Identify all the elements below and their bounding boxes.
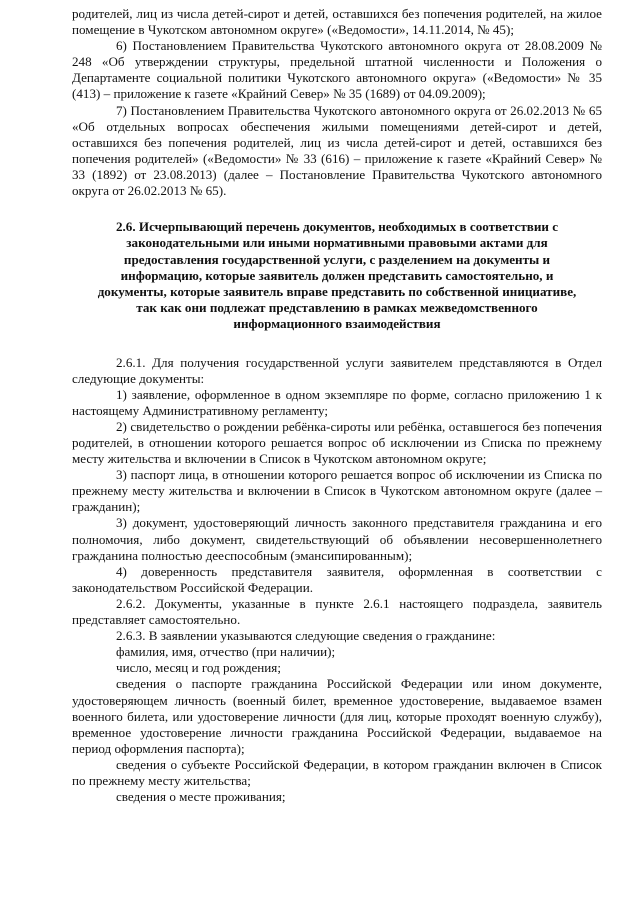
list-item: 2) свидетельство о рождении ребёнка-сироты или ребёнка, оставшегося без попечения родителей, в отношении которого решается вопрос об исключении из Списка по прежнему месту жительства и включении в Список в Чукотском автономном округе; — [72, 418, 602, 467]
heading-line: информацию, которые заявитель должен представить самостоятельно, и — [120, 267, 554, 283]
list-item: число, месяц и год рождения; — [116, 660, 281, 676]
heading-line: 2.6. Исчерпывающий перечень документов, необходимых в соответствии с — [115, 219, 559, 235]
heading-line: документы, которые заявитель вправе представить по собственной инициативе, — [97, 283, 577, 299]
top-paragraphs — [72, 6, 602, 199]
list-item: сведения о субъекте Российской Федерации, в котором гражданин включен в Список по прежнему месту жительства; — [72, 756, 602, 788]
list-item: 3) документ, удостоверяющий личность законного представителя гражданина и его полномочия, либо документ, свидетельствующий об объявлении несовершеннолетнего гражданина полностью дееспособным (эмансипированным); — [72, 515, 602, 563]
paragraph: родителей, лиц из числа детей-сирот и детей, оставшихся без попечения родителей, на жилое помещение в Чукотском автономном округе» («Ведомости», 14.11.2014, № 45); — [72, 6, 602, 38]
document-page — [72, 6, 602, 805]
heading-line: так как они подлежат представлению в рамках межведомственного — [136, 300, 538, 316]
section-heading — [72, 219, 602, 332]
list-item: 4) доверенность представителя заявителя, оформленная в соответствии с законодательством Российской Федерации. — [72, 563, 602, 595]
paragraph: 7) Постановлением Правительства Чукотского автономного округа от 26.02.2013 № 65 «Об отдельных вопросах обеспечения жилыми помещениями детей-сирот и детей, оставшихся без попечения родителей, лиц из числа детей-сирот и детей, оставшихся без попечения родителей» («Ведомости» № 33 (616) – приложение к газете «Крайний Север» № 33 (1892) от 23.08.2013) (далее – Постановление Правительства Чукотского автономного округа от 26.02.2013 № 65). — [72, 102, 602, 199]
list-item: 1) заявление, оформленное в одном экземпляре по форме, согласно приложению 1 к настоящему Административному регламенту; — [72, 386, 602, 418]
heading-line: информационного взаимодействия — [233, 316, 441, 332]
paragraph: 6) Постановлением Правительства Чукотского автономного округа от 28.08.2009 № 248 «Об утверждении структуры, предельной штатной численности и Положения о Департаменте социальной политики Чукотского автономного округа» («Ведомости» № 35 (413) – приложение к газете «Крайний Север» № 35 (1689) от 04.09.2009); — [72, 38, 602, 102]
list-item: 3) паспорт лица, в отношении которого решается вопрос об исключении из Списка по прежнему месту жительства и включении в Список в Чукотском автономном округе (далее – гражданин); — [72, 467, 602, 515]
paragraph: 2.6.3. В заявлении указываются следующие сведения о гражданине: — [116, 628, 496, 644]
section-body — [72, 355, 602, 806]
heading-line: предоставления государственной услуги, с разделением на документы и — [123, 251, 551, 267]
list-item: сведения о паспорте гражданина Российской Федерации или ином документе, удостоверяющем личность (военный билет, временное удостоверение, выдаваемое взамен военного билета, или удостоверение личности (для лиц, которые проходят военную службу), временное удостоверение личности гражданина Российской Федерации, выдаваемое на период оформления паспорта); — [72, 676, 602, 756]
paragraph: 2.6.2. Документы, указанные в пункте 2.6.1 настоящего подраздела, заявитель представляет самостоятельно. — [72, 595, 602, 628]
heading-line: законодательными или иными нормативными правовыми актами для — [126, 235, 548, 251]
list-item: сведения о месте проживания; — [116, 789, 286, 805]
paragraph: 2.6.1. Для получения государственной услуги заявителем представляются в Отдел следующие документы: — [72, 354, 602, 386]
list-item: фамилия, имя, отчество (при наличии); — [116, 644, 336, 660]
